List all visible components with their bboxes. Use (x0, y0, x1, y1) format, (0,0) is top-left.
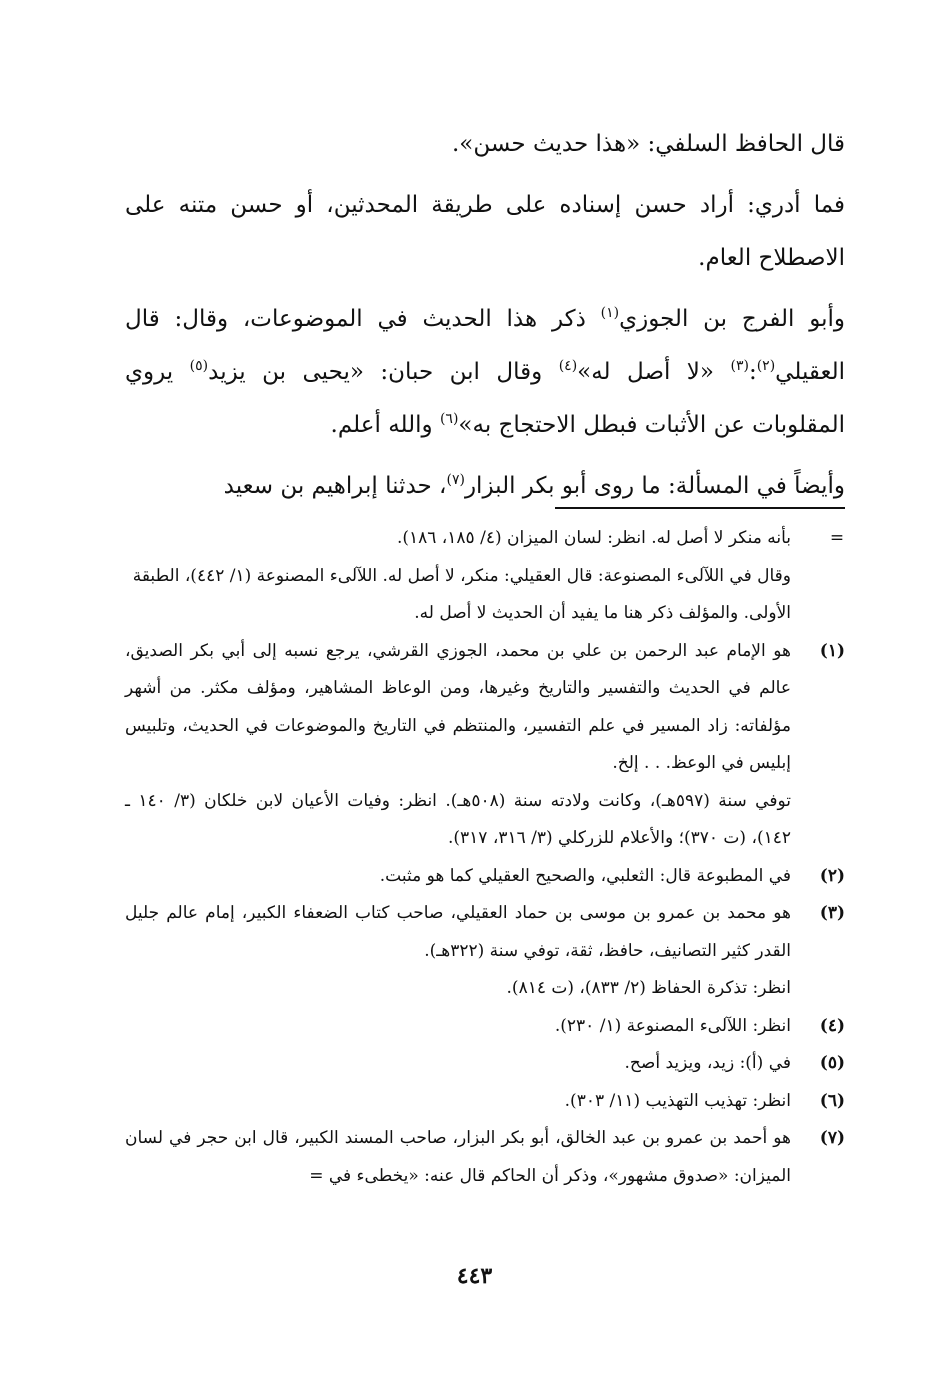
footnote-number: (٥) (819, 1053, 845, 1073)
paragraph-3 (125, 293, 845, 452)
continuation-line-2: وقال في اللآلىء المصنوعة: قال العقيلي: منكر، لا أصل له. اللآلىء المصنوعة (١/ ٤٤٢)، الطبقة الأولى. والمؤلف ذكر هنا ما يفيد أن الحديث لا أصل له. (132, 565, 791, 623)
footnote-number: (٤) (819, 1015, 845, 1036)
footnote-1 (125, 633, 845, 858)
footnote-text: انظر: تهذيب التهذيب (١١/ ٣٠٣). (564, 1090, 791, 1111)
footnote-number: (٧) (819, 1128, 845, 1148)
footnotes (125, 520, 845, 1195)
paragraph-4 (125, 460, 845, 513)
paragraph-3-part-d: «لا أصل له» (577, 359, 731, 385)
footnote-ref-3[interactable]: (٣) (730, 358, 749, 374)
paragraph-4-part-b: ، حدثنا إبراهيم بن سعيد (223, 473, 447, 499)
footnote-5 (125, 1045, 845, 1083)
footnote-text: هو أحمد بن عمرو بن عبد الخالق، أبو بكر البزار، صاحب المسند الكبير، قال ابن حجر في لسان الميزان: «صدوق مشهور»، وذكر أن الحاكم قال عنه: «يخطىء في = (125, 1128, 791, 1186)
main-text (125, 118, 845, 513)
footnote-number: (٢) (819, 865, 845, 886)
footnote-separator (555, 507, 845, 509)
footnote-continuation (125, 520, 845, 633)
footnote-ref-4[interactable]: (٤) (558, 358, 578, 374)
footnote-text: في (أ): زيد، ويزيد أصح. (624, 1053, 791, 1073)
footnote-text: في المطبوعة قال: الثعلبي، والصحيح العقيلي كما هو مثبت. (379, 865, 791, 886)
paragraph-3-part-f: يروي المقلوبات عن الأثبات فبطل الاحتجاج به» (125, 359, 845, 438)
footnote-number: (١) (819, 640, 845, 661)
paragraph-3-part-c: : (748, 359, 757, 385)
paragraph-4-part-a: وأيضاً في المسألة: ما روى أبو بكر البزار (464, 473, 845, 499)
footnote-ref-2[interactable]: (٢) (756, 358, 776, 374)
footnote-4 (125, 1008, 845, 1046)
footnote-text-2: انظر: تذكرة الحفاظ (٢/ ٨٣٣)، (ت ٨١٤). (506, 978, 791, 998)
paragraph-3-part-a: وأبو الفرج بن الجوزي (619, 306, 845, 332)
page-number: ٤٤٣ (456, 1263, 493, 1289)
footnote-ref-6[interactable]: (٦) (439, 411, 459, 427)
paragraph-3-part-e: وقال ابن حبان: «يحيى بن يزيد (208, 359, 559, 385)
footnote-ref-5[interactable]: (٥) (189, 358, 209, 374)
footnote-number: (٣) (819, 903, 845, 923)
footnote-number: (٦) (819, 1090, 845, 1111)
footnote-text: هو الإمام عبد الرحمن بن علي بن محمد، الجوزي القرشي، يرجع نسبه إلى أبي بكر الصديق، عالم في الحديث والتفسير والتاريخ وغيرها، ومن الوعاظ المشاهير، ومؤلف مكثر. من أشهر مؤلفاته: زاد المسير في علم التفسير، والمنتظم في التاريخ والموضوعات في الحديث، وتلبيس إبليس في الوعظ. . . إلخ. (125, 640, 791, 773)
footnote-2 (125, 858, 845, 896)
footnote-text: هو محمد بن عمرو بن موسى بن حماد العقيلي، صاحب كتاب الضعفاء الكبير، إمام عالم جليل القدر كثير التصانيف، حافظ، ثقة، توفي سنة (٣٢٢هـ). (125, 903, 791, 961)
footnote-7 (125, 1120, 845, 1195)
paragraph-1: قال الحافظ السلفي: «هذا حديث حسن». (452, 131, 845, 157)
continuation-line-1: بأنه منكر لا أصل له. انظر: لسان الميزان (٤/ ١٨٥، ١٨٦). (396, 528, 791, 548)
footnote-6 (125, 1083, 845, 1121)
paragraph-3-part-g: والله أعلم. (330, 412, 440, 438)
paragraph-3-part-b: ذكر هذا الحديث في الموضوعات، وقال: قال العقيلي (125, 306, 846, 385)
footnote-text: انظر: اللآلىء المصنوعة (١/ ٢٣٠). (554, 1015, 791, 1036)
footnote-3 (125, 895, 845, 1008)
footnote-text-2: توفي سنة (٥٩٧هـ)، وكانت ولادته سنة (٥٠٨هـ). انظر: وفيات الأعيان لابن خلكان (٣/ ١٤٠ ـ ١٤٢)، (ت ٣٧٠)؛ والأعلام للزركلي (٣/ ٣١٦، ٣١٧). (125, 790, 791, 848)
paragraph-2: فما أدري: أراد حسن إسناده على طريقة المحدثين، أو حسن متنه على الاصطلاح العام. (125, 192, 845, 271)
footnote-ref-7[interactable]: (٧) (446, 472, 465, 488)
continuation-marker: = (829, 528, 845, 548)
footnote-ref-1[interactable]: (١) (600, 305, 620, 321)
